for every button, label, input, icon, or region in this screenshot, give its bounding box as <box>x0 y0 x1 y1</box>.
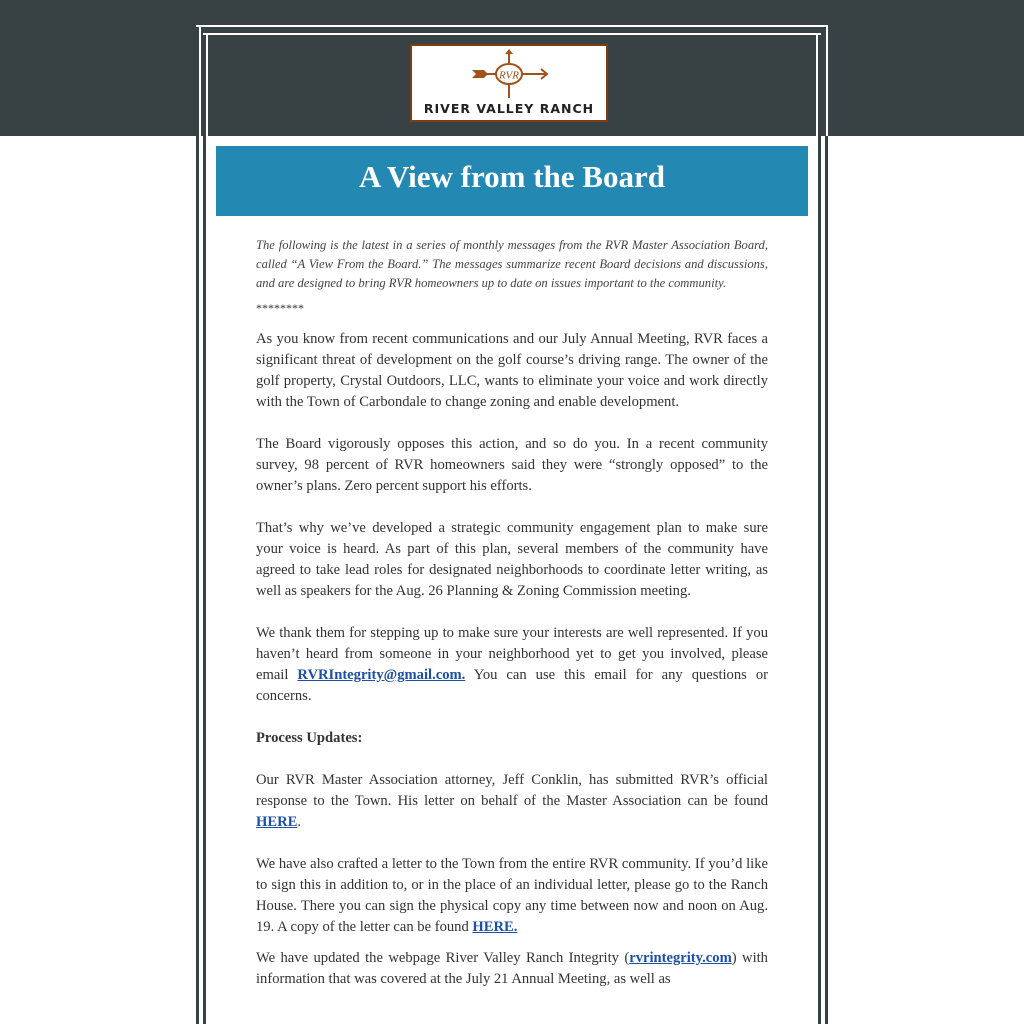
text: . <box>297 814 302 830</box>
border-line <box>203 33 821 35</box>
section-heading <box>256 728 768 749</box>
paragraph <box>256 854 768 938</box>
email-link[interactable]: RVRIntegrity@gmail.com. <box>297 667 466 683</box>
text: We thank them for stepping up to make sure your interests are well represented. If you haven’t heard from someone in your neighborhood yet to get you involved, please email <box>256 625 768 683</box>
attorney-letter-link[interactable]: HERE <box>256 814 298 830</box>
heading-text: Process Updates: <box>256 730 363 746</box>
border-line <box>196 0 199 1024</box>
paragraph <box>256 623 768 707</box>
border-line <box>816 33 818 136</box>
border-line <box>196 25 828 27</box>
svg-text:RVR: RVR <box>499 69 519 82</box>
community-letter-link[interactable]: HERE. <box>472 919 518 935</box>
paragraph: The Board vigorously opposes this action, and so do you. In a recent community survey, 98 percent of RVR homeowners said they were “strongly opposed” to the owner’s plans. Zero percent support his efforts. <box>256 436 768 494</box>
intro-text: The following is the latest in a series of monthly messages from the RVR Master Association Board, called “A View From the Board.” The messages summarize recent Board decisions and discussions, and are designed to bring RVR homeowners up to date on issues important to the community. <box>256 238 768 290</box>
border-line <box>203 0 206 1024</box>
page-title: A View from the Board <box>216 146 808 216</box>
paragraph: That’s why we’ve developed a strategic community engagement plan to make sure your voice is heard. As part of this plan, several members of the community have agreed to take lead roles for designated neighborhoods to coordinate letter writing, as well as speakers for the Aug. 26 Planning & Zoning Commission meeting. <box>256 520 768 599</box>
rvr-compass-icon <box>464 48 554 100</box>
text: You can use this email for any questions or concerns. <box>256 667 768 704</box>
paragraph: As you know from recent communications and our July Annual Meeting, RVR faces a significant threat of development on the golf course’s driving range. The owner of the golf property, Crystal Outdoors, LLC, wants to eliminate your voice and work directly with the Town of Carbondale to change zoning and enable development. <box>256 331 768 410</box>
separator: ******** <box>256 301 304 315</box>
border-line <box>826 25 828 136</box>
text: Our RVR Master Association attorney, Jeff Conklin, has submitted RVR’s official response to the Town. His letter on behalf of the Master Association can be found <box>256 772 768 809</box>
text: We have also crafted a letter to the Town from the entire RVR community. If you’d like to sign this in addition to, or in the place of an individual letter, please go to the Ranch House. There you can sign the physical copy any time between now and noon on Aug. 19. A copy of the letter can be found <box>256 856 768 935</box>
paragraph <box>256 948 768 990</box>
border-line <box>199 25 201 136</box>
border-line <box>818 0 821 1024</box>
border-line <box>206 33 208 136</box>
river-valley-ranch-logo[interactable] <box>410 44 608 122</box>
logo-text: RIVER VALLEY RANCH <box>423 101 595 116</box>
text: ) with information that was covered at the July 21 Annual Meeting, as well as <box>256 950 768 987</box>
border-line <box>825 0 828 1024</box>
paragraph <box>256 770 768 833</box>
text: We have updated the webpage River Valley Ranch Integrity ( <box>256 950 630 966</box>
website-link[interactable]: rvrintegrity.com <box>629 950 732 966</box>
newsletter-body <box>256 236 768 1011</box>
